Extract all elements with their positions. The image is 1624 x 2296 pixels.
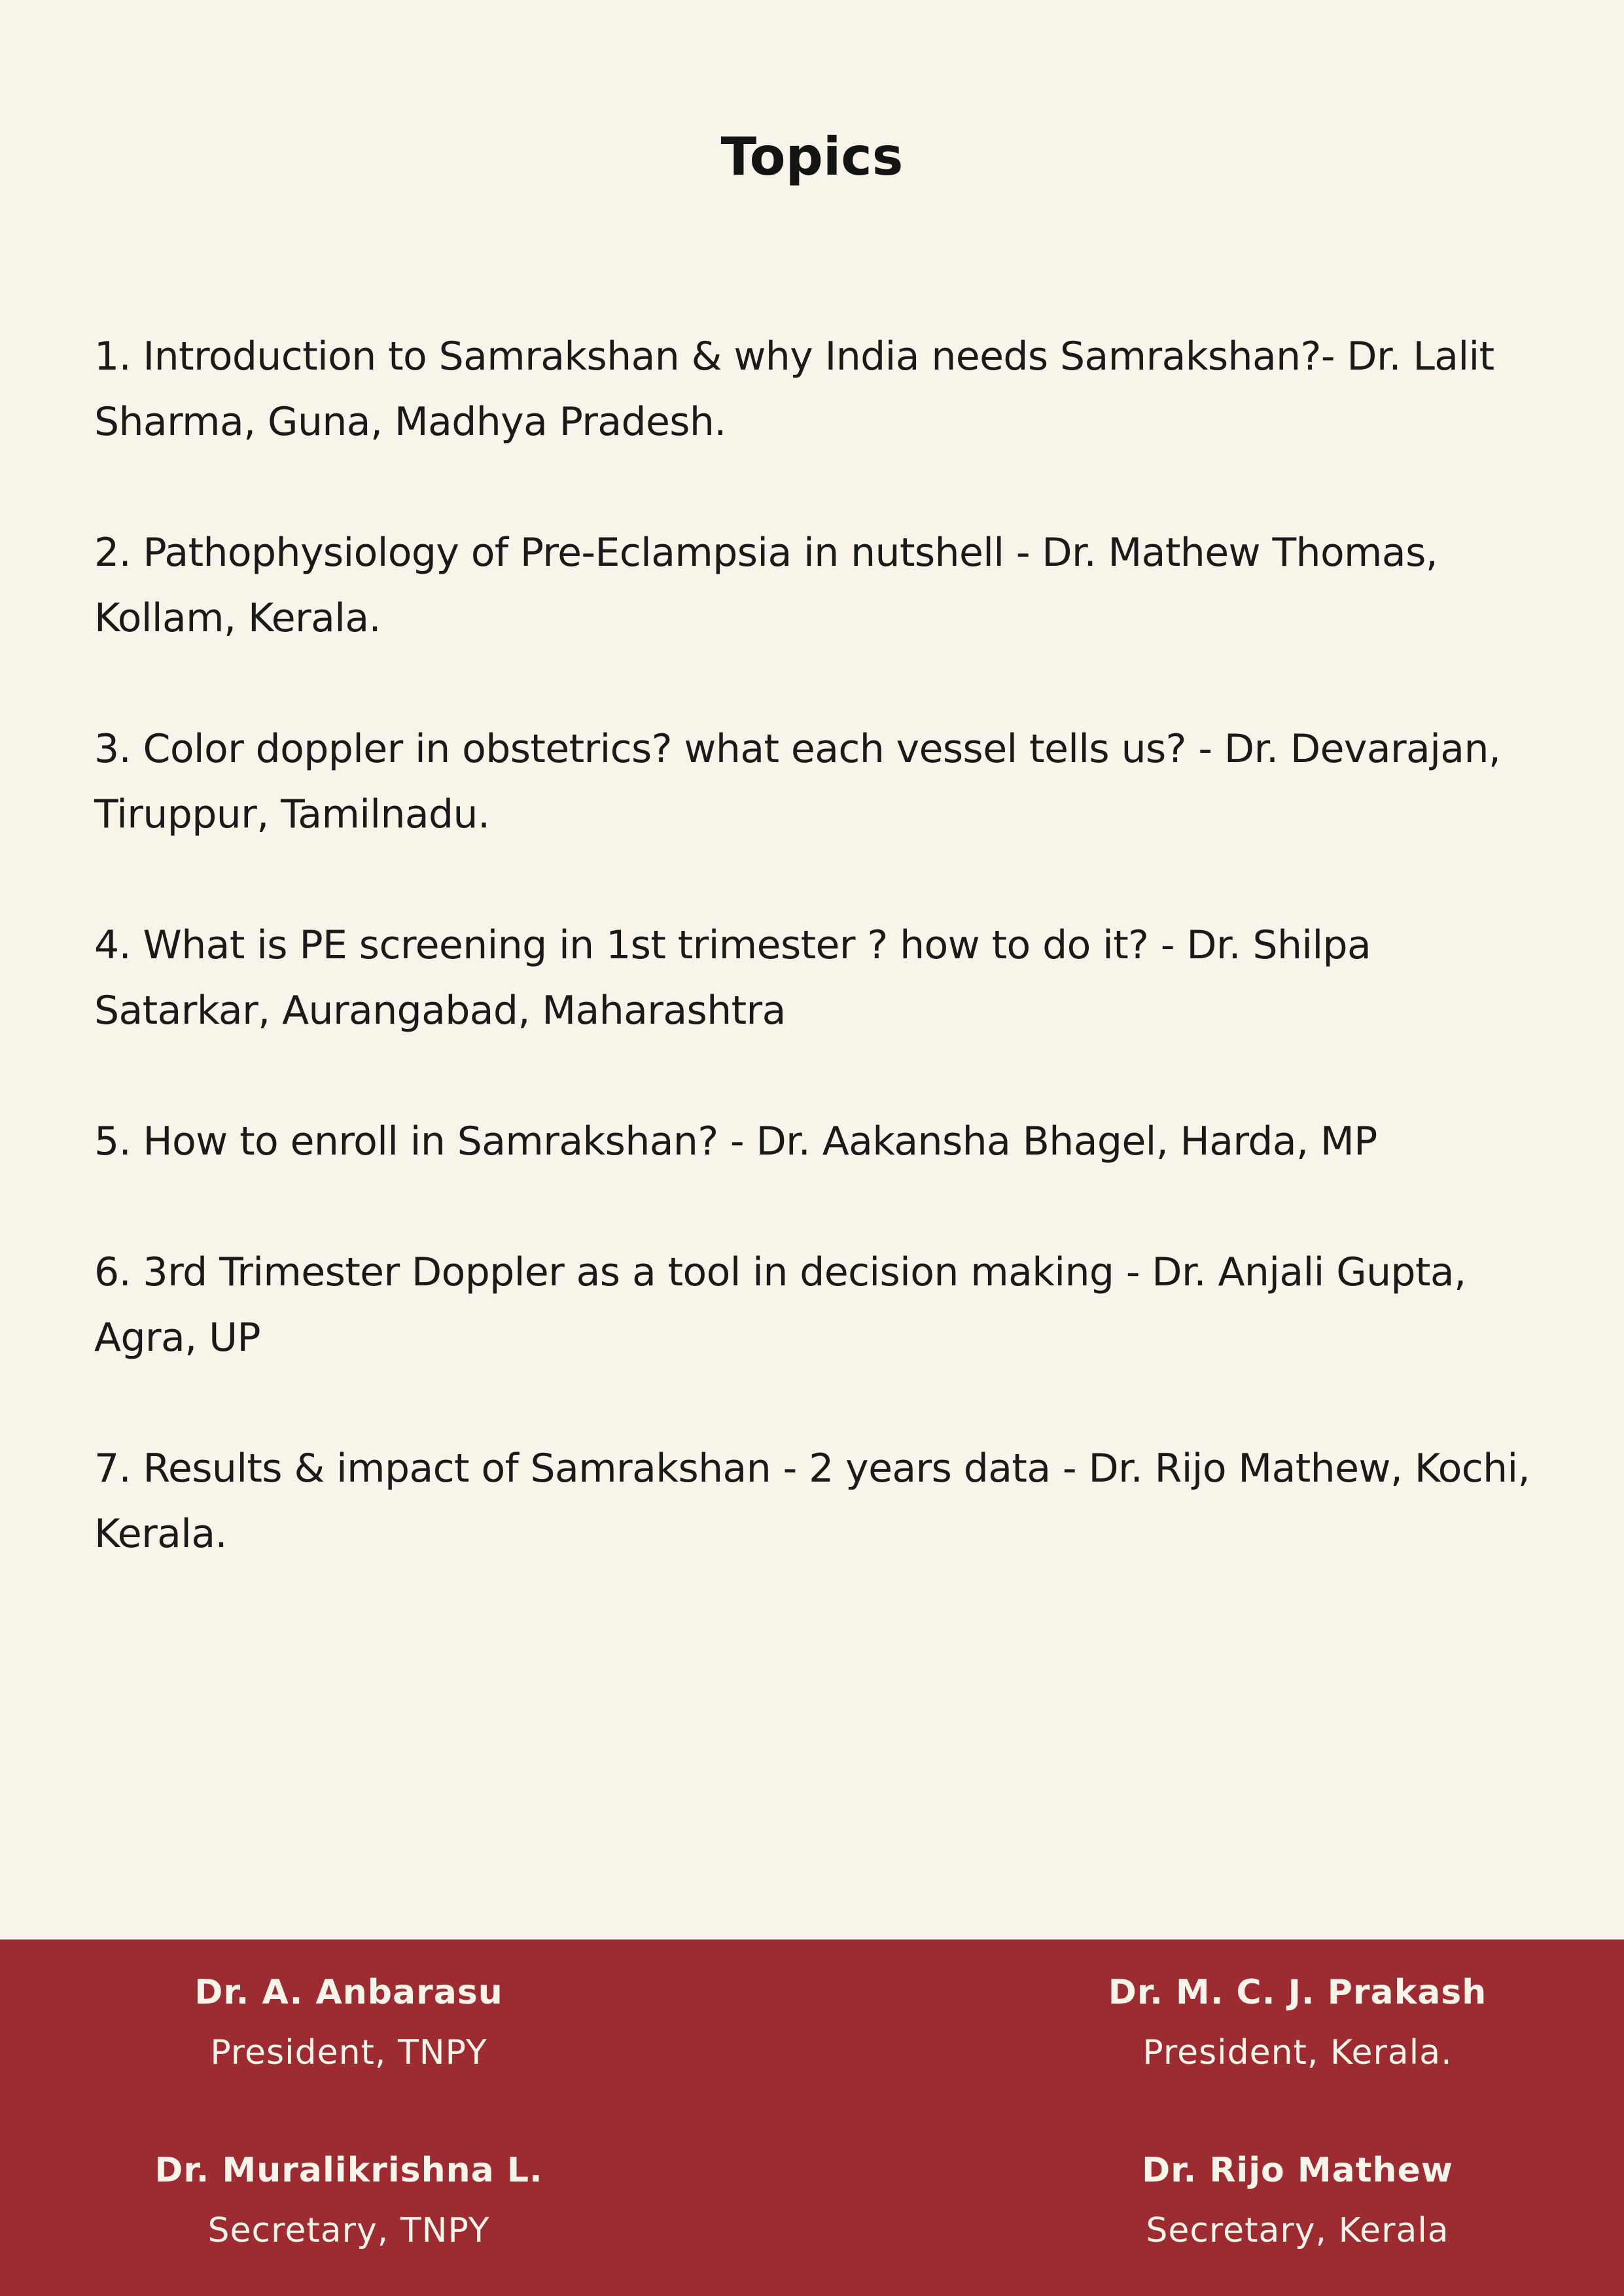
- person-name: Dr. M. C. J. Prakash: [1108, 1973, 1487, 2012]
- person-name: Dr. Muralikrishna L.: [154, 2151, 543, 2190]
- topic-item-3: 3. Color doppler in obstetrics? what each vessel tells us? - Dr. Devarajan, Tiruppur, Tamilnadu.: [94, 726, 1501, 837]
- footer-person-president-tnpy: [54, 1969, 643, 2076]
- person-role: President, TNPY: [210, 2033, 487, 2072]
- topic-item-1: 1. Introduction to Samrakshan & why India needs Samrakshan?- Dr. Lalit Sharma, Guna, Madhya Pradesh.: [94, 334, 1494, 445]
- topic-item-4: 4. What is PE screening in 1st trimester ? how to do it? - Dr. Shilpa Satarkar, Aurangabad, Maharashtra: [94, 922, 1371, 1034]
- footer-person-secretary-tnpy: [54, 2147, 643, 2254]
- topic-item-6: 6. 3rd Trimester Doppler as a tool in decision making - Dr. Anjali Gupta, Agra, UP: [94, 1249, 1466, 1361]
- person-role: Secretary, TNPY: [207, 2211, 490, 2250]
- page-title: Topics: [720, 126, 904, 187]
- topic-item-5: 5. How to enroll in Samrakshan? - Dr. Aakansha Bhagel, Harda, MP: [94, 1119, 1377, 1164]
- topics-list: [94, 324, 1547, 1632]
- footer-band: [0, 1939, 1624, 2296]
- person-name: Dr. Rijo Mathew: [1142, 2151, 1453, 2190]
- footer-person-secretary-kerala: [1003, 2147, 1592, 2254]
- person-name: Dr. A. Anbarasu: [194, 1973, 503, 2012]
- topic-item-2: 2. Pathophysiology of Pre-Eclampsia in nutshell - Dr. Mathew Thomas, Kollam, Kerala.: [94, 530, 1438, 641]
- person-role: President, Kerala.: [1142, 2033, 1453, 2072]
- person-role: Secretary, Kerala: [1146, 2211, 1449, 2250]
- topic-item-7: 7. Results & impact of Samrakshan - 2 years data - Dr. Rijo Mathew, Kochi, Kerala.: [94, 1446, 1530, 1557]
- footer-person-president-kerala: [1003, 1969, 1592, 2076]
